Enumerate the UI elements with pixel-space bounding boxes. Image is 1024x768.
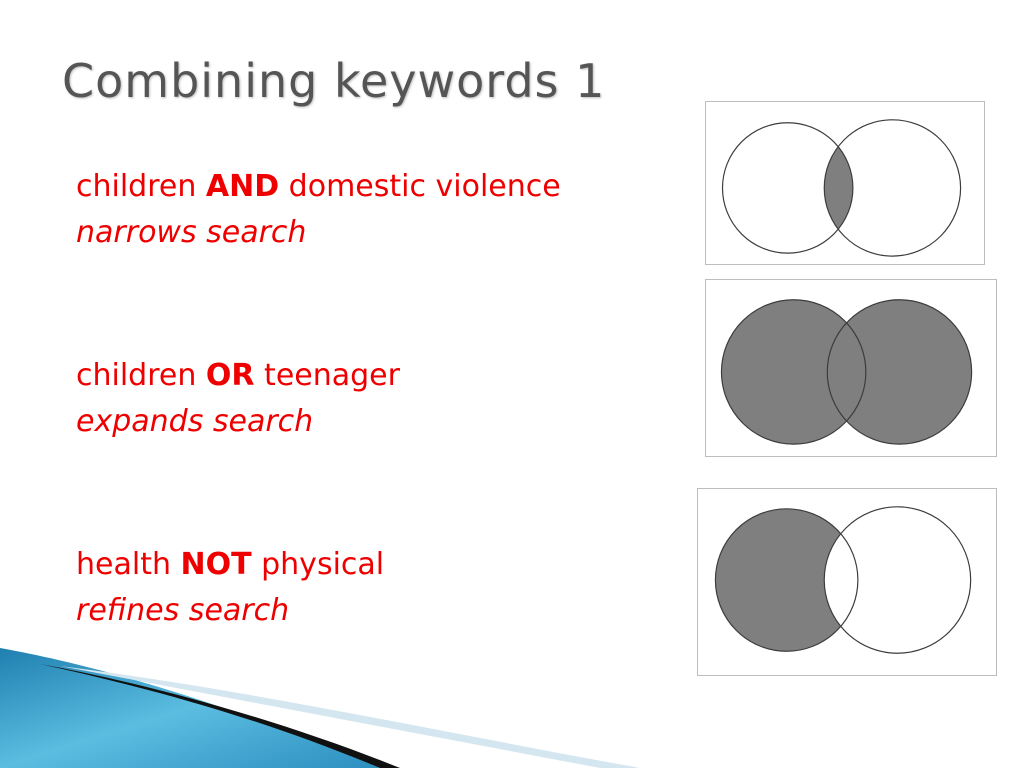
and-term-2: domestic violence <box>279 169 561 204</box>
slide-title: Combining keywords 1 <box>62 54 606 108</box>
venn-diagram-not <box>697 488 997 676</box>
not-term-1: health <box>76 547 181 582</box>
and-effect-text: narrows search <box>76 215 307 250</box>
venn-not-left-only <box>715 509 857 651</box>
or-effect-text: expands search <box>76 404 314 439</box>
venn-and-icon <box>706 102 984 264</box>
venn-diagram-and <box>705 101 985 265</box>
venn-diagram-or <box>705 279 997 457</box>
venn-and-overlap <box>824 120 960 256</box>
and-operator: AND <box>205 169 280 204</box>
not-effect-text: refines search <box>76 593 290 628</box>
not-example-query <box>76 542 384 588</box>
or-example-block <box>76 353 400 445</box>
venn-not-icon <box>698 489 996 675</box>
or-term-1: children <box>76 358 206 393</box>
venn-or-icon <box>706 280 996 456</box>
and-term-1: children <box>76 169 206 204</box>
or-term-2: teenager <box>254 358 400 393</box>
and-example-query <box>76 164 561 210</box>
not-example-block <box>76 542 384 634</box>
not-operator: NOT <box>180 547 252 582</box>
or-example-query <box>76 353 400 399</box>
not-term-2: physical <box>251 547 385 582</box>
venn-or-circle-right <box>827 300 971 444</box>
and-example-block <box>76 164 561 256</box>
or-operator: OR <box>205 358 255 393</box>
